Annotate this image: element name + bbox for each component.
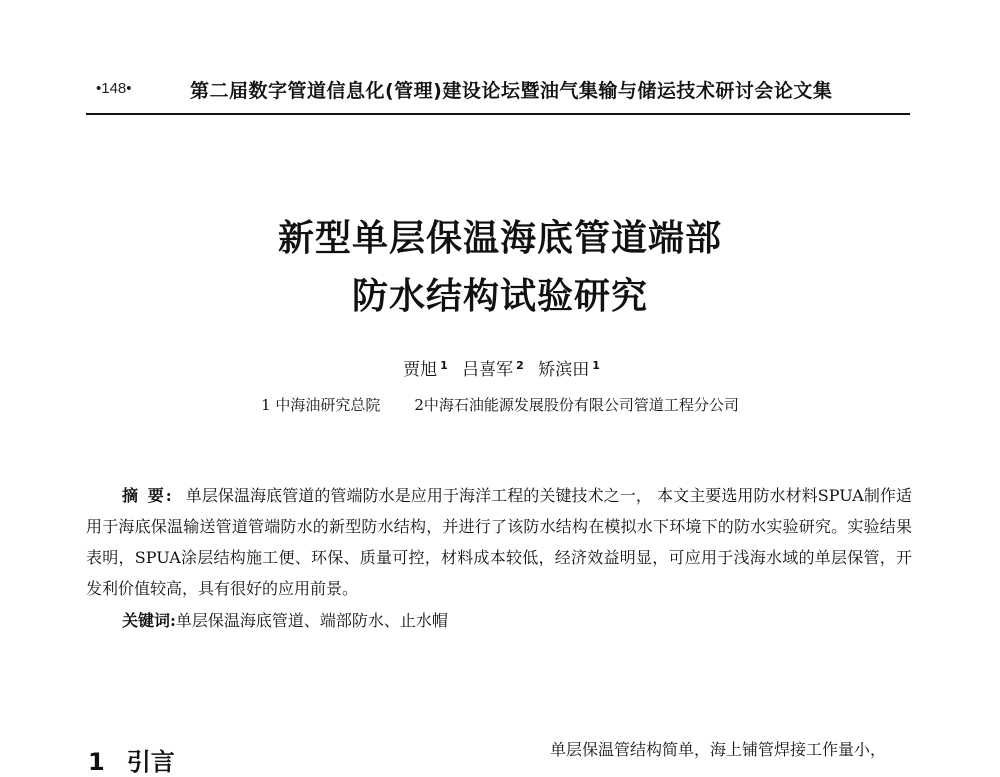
- author-affiliation-mark: 1: [440, 359, 448, 372]
- author-affiliation-mark: 2: [516, 359, 524, 372]
- section-heading: [88, 742, 175, 777]
- keywords-text: 单层保温海底管道、端部防水、止水帽: [175, 611, 448, 630]
- body-text-line: 单层保温管结构简单，海上铺管焊接工作量小，: [550, 740, 887, 759]
- keywords: [122, 608, 448, 631]
- title-line-2: 防水结构试验研究: [351, 276, 648, 317]
- header-divider: [86, 113, 910, 115]
- author-2: [459, 360, 524, 380]
- affiliation-2: 2中海石油能源发展股份有限公司管道工程分公司: [414, 396, 739, 414]
- abstract: [86, 480, 912, 604]
- author-1: [400, 360, 448, 380]
- author-affiliation-mark: 1: [592, 359, 600, 372]
- section-number: 1: [88, 748, 105, 776]
- author-name: 吕喜军: [462, 360, 514, 380]
- affiliations: [0, 394, 1000, 415]
- author-3: [535, 360, 600, 380]
- affiliation-1: 1 中海油研究总院: [261, 396, 381, 414]
- running-header: 第二届数字管道信息化(管理)建设论坛暨油气集输与储运技术研讨会论文集: [190, 80, 833, 102]
- page-number: •148•: [96, 80, 132, 97]
- keywords-label: 关键词:: [122, 611, 176, 630]
- title-line-1: 新型单层保温海底管道端部: [277, 218, 722, 259]
- author-name: 贾旭: [403, 360, 438, 380]
- paper-title: [0, 210, 1000, 326]
- author-list: [0, 355, 1000, 380]
- author-name: 矫滨田: [538, 360, 590, 380]
- section-title: 引言: [126, 748, 175, 776]
- abstract-label: 摘 要:: [122, 486, 174, 505]
- abstract-text: 单层保温海底管道的管端防水是应用于海洋工程的关键技术之一， 本文主要选用防水材料SPUA制作适用于海底保温输送管道管端防水的新型防水结构，并进行了该防水结构在模拟水下环境下的防水实验研究。实验结果表明，SPUA涂层结构施工便、环保、质量可控，材料成本较低，经济效益明显，可应用于浅海水域的单层保管，开发利价值较高，具有很好的应用前景。: [86, 486, 912, 598]
